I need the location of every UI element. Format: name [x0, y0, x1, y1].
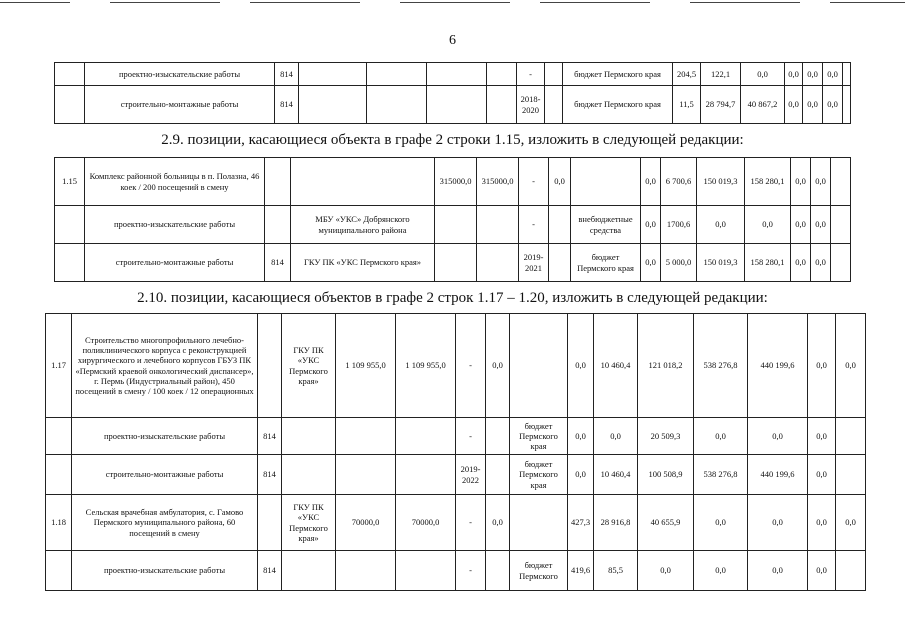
- table-cell: 40 655,9: [638, 495, 694, 551]
- table-cell: 0,0: [791, 206, 811, 244]
- table-cell: [477, 244, 519, 282]
- table-cell: [427, 86, 487, 124]
- table-cell: [545, 86, 563, 124]
- table-cell: [55, 63, 85, 86]
- table-cell: [549, 244, 571, 282]
- table-cell: [282, 551, 336, 591]
- table-cell: 0,0: [641, 206, 661, 244]
- table-cell: бюджет Пермского края: [563, 63, 673, 86]
- table-cell: 814: [258, 455, 282, 495]
- table-cell: [836, 418, 866, 455]
- table-row: [55, 86, 851, 124]
- table-cell: Сельская врачебная амбулатория, с. Гамово Пермского муниципального района, 60 посещений в смену: [72, 495, 258, 551]
- table-cell: [299, 86, 367, 124]
- table-cell: [265, 158, 291, 206]
- table-cell: 0,0: [803, 63, 823, 86]
- table-cell: бюджет Пермского края: [510, 455, 568, 495]
- table-cell: 158 280,1: [745, 158, 791, 206]
- table-cell: 1 109 955,0: [396, 314, 456, 418]
- table-cell: 0,0: [694, 495, 748, 551]
- table-cell: 150 019,3: [697, 244, 745, 282]
- table-cell: строительно-монтажные работы: [85, 86, 275, 124]
- table-cell: [477, 206, 519, 244]
- table-cell: 0,0: [785, 86, 803, 124]
- table-cell: 40 867,2: [741, 86, 785, 124]
- table-cell: [843, 86, 851, 124]
- table-cell: [336, 551, 396, 591]
- table-cell: 204,5: [673, 63, 701, 86]
- table-cell: 150 019,3: [697, 158, 745, 206]
- table-cell: 814: [275, 63, 299, 86]
- table-cell: -: [519, 206, 549, 244]
- table-cell: 28 916,8: [594, 495, 638, 551]
- table-cell: 0,0: [568, 418, 594, 455]
- table-cell: [831, 244, 851, 282]
- table-cell: ГКУ ПК «УКС Пермского края»: [291, 244, 435, 282]
- table-row: [46, 455, 866, 495]
- table-cell: 2019-2021: [519, 244, 549, 282]
- table-cell: проектно-изыскательские работы: [72, 418, 258, 455]
- table-cell: [265, 206, 291, 244]
- table-cell: бюджет Пермского края: [563, 86, 673, 124]
- table-cell: 2018-2020: [517, 86, 545, 124]
- table-cell: строительно-монтажные работы: [85, 244, 265, 282]
- table-cell: [46, 418, 72, 455]
- table-cell: [396, 551, 456, 591]
- table-row: [46, 551, 866, 591]
- table-cell: 419,6: [568, 551, 594, 591]
- table-cell: 0,0: [694, 418, 748, 455]
- table-cell: 20 509,3: [638, 418, 694, 455]
- table-cell: [549, 206, 571, 244]
- table-cell: 70000,0: [336, 495, 396, 551]
- table-cell: 122,1: [701, 63, 741, 86]
- table-cell: 0,0: [811, 158, 831, 206]
- table-cell: [843, 63, 851, 86]
- table-cell: [55, 206, 85, 244]
- table-cell: [836, 455, 866, 495]
- table-cell: 0,0: [594, 418, 638, 455]
- table-cell: 814: [265, 244, 291, 282]
- table-cell: [367, 63, 427, 86]
- table-cell: 0,0: [638, 551, 694, 591]
- table-cell: [55, 244, 85, 282]
- table-cell: 10 460,4: [594, 455, 638, 495]
- table-cell: 121 018,2: [638, 314, 694, 418]
- table-cell: 814: [258, 551, 282, 591]
- table-cell: 70000,0: [396, 495, 456, 551]
- table-cell: МБУ «УКС» Добрянского муниципального района: [291, 206, 435, 244]
- table-cell: 0,0: [748, 551, 808, 591]
- table-cell: [299, 63, 367, 86]
- table-cell: проектно-изыскательские работы: [85, 63, 275, 86]
- table-cell: 85,5: [594, 551, 638, 591]
- table-section-2: [54, 157, 851, 282]
- table-cell: проектно-изыскательские работы: [72, 551, 258, 591]
- table-cell: [336, 455, 396, 495]
- table-cell: [258, 314, 282, 418]
- table-cell: [46, 455, 72, 495]
- table-cell: 0,0: [823, 86, 843, 124]
- table-cell: [486, 551, 510, 591]
- table-cell: [396, 455, 456, 495]
- table-cell: 0,0: [808, 314, 836, 418]
- table-cell: 0,0: [808, 418, 836, 455]
- table-cell: 0,0: [745, 206, 791, 244]
- table-cell: 5 000,0: [661, 244, 697, 282]
- table-cell: 0,0: [803, 86, 823, 124]
- table-cell: 0,0: [811, 244, 831, 282]
- top-border: [0, 0, 905, 6]
- table-cell: 6 700,6: [661, 158, 697, 206]
- table-cell: 0,0: [836, 314, 866, 418]
- table-cell: [435, 206, 477, 244]
- table-cell: [282, 455, 336, 495]
- table-cell: [258, 495, 282, 551]
- table-cell: 1.15: [55, 158, 85, 206]
- table-cell: -: [456, 418, 486, 455]
- table-cell: ГКУ ПК «УКС Пермского края»: [282, 314, 336, 418]
- table-cell: [487, 63, 517, 86]
- table-cell: -: [456, 551, 486, 591]
- table-cell: [367, 86, 427, 124]
- table-cell: 0,0: [811, 206, 831, 244]
- table-cell: 440 199,6: [748, 314, 808, 418]
- table-cell: 0,0: [549, 158, 571, 206]
- table-cell: [291, 158, 435, 206]
- table-cell: 0,0: [641, 244, 661, 282]
- table-cell: [545, 63, 563, 86]
- table-cell: [831, 158, 851, 206]
- table-cell: -: [519, 158, 549, 206]
- table-cell: 158 280,1: [745, 244, 791, 282]
- table-cell: [510, 314, 568, 418]
- table-cell: 0,0: [568, 314, 594, 418]
- table-cell: [282, 418, 336, 455]
- table-cell: [486, 418, 510, 455]
- table-cell: [396, 418, 456, 455]
- table-cell: [46, 551, 72, 591]
- table-cell: 538 276,8: [694, 455, 748, 495]
- table-cell: 427,3: [568, 495, 594, 551]
- table-cell: 315000,0: [477, 158, 519, 206]
- table-cell: 538 276,8: [694, 314, 748, 418]
- table-cell: 28 794,7: [701, 86, 741, 124]
- table-row: [46, 314, 866, 418]
- table-cell: 0,0: [791, 158, 811, 206]
- table-cell: 0,0: [791, 244, 811, 282]
- table-section-3: [45, 313, 866, 591]
- table-cell: [55, 86, 85, 124]
- table-cell: 440 199,6: [748, 455, 808, 495]
- table-cell: 0,0: [748, 418, 808, 455]
- table-cell: [836, 551, 866, 591]
- table-cell: бюджет Пермского края: [571, 244, 641, 282]
- page-number: 6: [449, 33, 456, 48]
- table-cell: бюджет Пермского края: [510, 418, 568, 455]
- table-cell: [427, 63, 487, 86]
- table-row: [46, 495, 866, 551]
- table-cell: -: [456, 495, 486, 551]
- table-cell: -: [517, 63, 545, 86]
- table-row: [46, 418, 866, 455]
- table-cell: 0,0: [741, 63, 785, 86]
- table-cell: 0,0: [568, 455, 594, 495]
- heading-2-10: 2.10. позиции, касающиеся объектов в графе 2 строк 1.17 – 1.20, изложить в следующей редакции:: [137, 290, 768, 306]
- table-cell: ГКУ ПК «УКС Пермского края»: [282, 495, 336, 551]
- table-cell: 2019-2022: [456, 455, 486, 495]
- table-cell: 0,0: [808, 551, 836, 591]
- table-cell: 0,0: [823, 63, 843, 86]
- table-row: [55, 158, 851, 206]
- table-cell: 0,0: [486, 314, 510, 418]
- table-cell: строительно-монтажные работы: [72, 455, 258, 495]
- table-cell: 0,0: [748, 495, 808, 551]
- table-cell: 0,0: [486, 495, 510, 551]
- table-cell: [435, 244, 477, 282]
- table-cell: 1700,6: [661, 206, 697, 244]
- table-cell: 0,0: [836, 495, 866, 551]
- table-cell: [510, 495, 568, 551]
- table-cell: [486, 455, 510, 495]
- table-cell: 1.17: [46, 314, 72, 418]
- table-cell: 0,0: [697, 206, 745, 244]
- table-cell: 0,0: [641, 158, 661, 206]
- table-cell: [336, 418, 396, 455]
- table-cell: -: [456, 314, 486, 418]
- table-cell: [571, 158, 641, 206]
- table-cell: 0,0: [808, 495, 836, 551]
- table-cell: проектно-изыскательские работы: [85, 206, 265, 244]
- table-cell: 11,5: [673, 86, 701, 124]
- table-cell: 315000,0: [435, 158, 477, 206]
- table-cell: [831, 206, 851, 244]
- table-cell: Строительство многопрофильного лечебно-поликлинического корпуса с реконструкцией хирургического и лечебного корпусов ГБУЗ ПК «Пермский краевой онкологический диспансер», г. Пермь (Индустриальный район), 450 посещений в смену / 100 коек / 12 операционных: [72, 314, 258, 418]
- table-cell: 814: [275, 86, 299, 124]
- table-section-1: [54, 62, 851, 124]
- table-cell: 100 508,9: [638, 455, 694, 495]
- heading-2-9: 2.9. позиции, касающиеся объекта в графе 2 строки 1.15, изложить в следующей редакции:: [161, 132, 744, 148]
- table-cell: [487, 86, 517, 124]
- table-cell: 0,0: [785, 63, 803, 86]
- table-cell: 10 460,4: [594, 314, 638, 418]
- table-row: [55, 206, 851, 244]
- table-cell: 0,0: [808, 455, 836, 495]
- table-cell: 1.18: [46, 495, 72, 551]
- table-cell: Комплекс районной больницы в п. Полазна, 46 коек / 200 посещений в смену: [85, 158, 265, 206]
- table-cell: 814: [258, 418, 282, 455]
- table-row: [55, 63, 851, 86]
- table-row: [55, 244, 851, 282]
- table-cell: 0,0: [694, 551, 748, 591]
- table-cell: внебюджетные средства: [571, 206, 641, 244]
- table-cell: бюджет Пермского: [510, 551, 568, 591]
- table-cell: 1 109 955,0: [336, 314, 396, 418]
